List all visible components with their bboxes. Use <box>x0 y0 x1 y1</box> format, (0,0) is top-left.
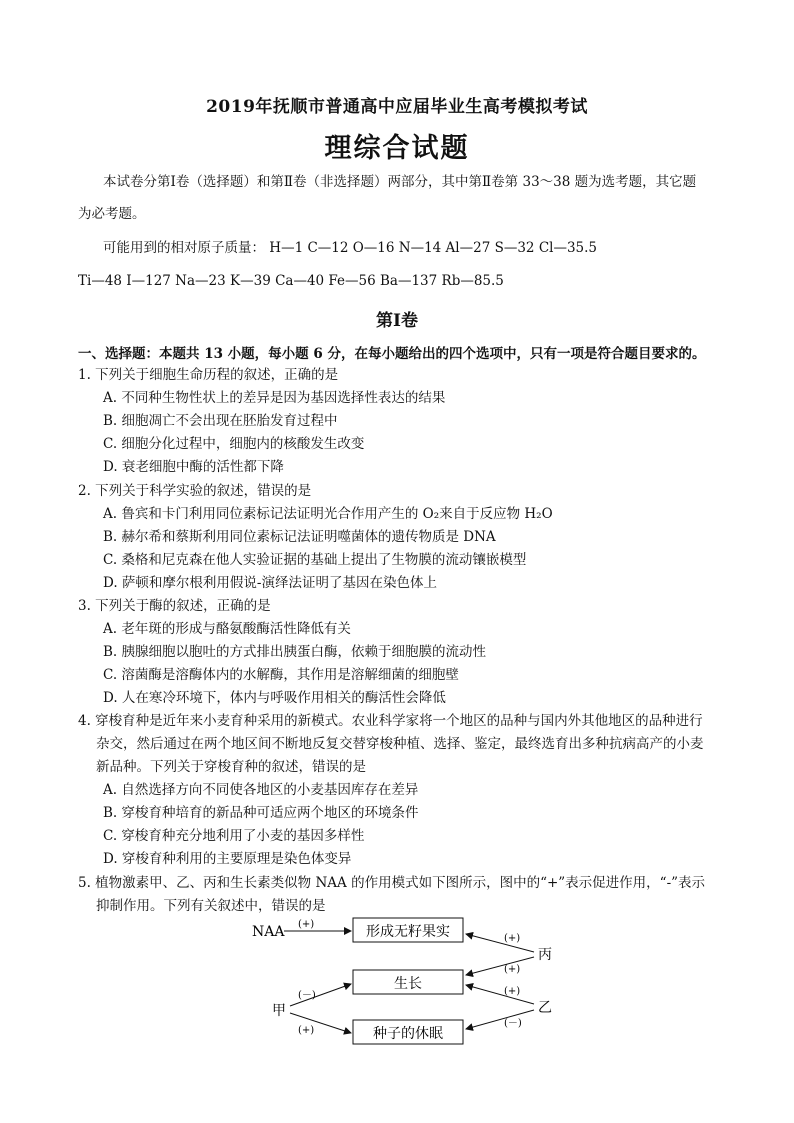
question-option: B. 赫尔希和蔡斯利用同位素标记法证明噬菌体的遗传物质是 DNA <box>103 529 496 545</box>
sign-jia-dormancy: (+) <box>298 1025 315 1036</box>
question-stem-continuation: 抑制作用。下列有关叙述中，错误的是 <box>96 898 326 914</box>
sign-bing-growth: (+) <box>504 964 521 975</box>
question-option: B. 细胞凋亡不会出现在胚胎发育过程中 <box>103 413 338 429</box>
question-option: C. 桑格和尼克森在他人实验证据的基础上提出了生物膜的流动镶嵌模型 <box>103 552 527 568</box>
sign-jia-growth: (－) <box>298 990 316 1001</box>
atomic-masses-line-2: Ti—48 I—127 Na—23 K—39 Ca—40 Fe—56 Ba—137 Rb—85.5 <box>78 273 504 289</box>
sign-yi-dormancy: (－) <box>504 1018 522 1029</box>
question-stem: 5. 植物激素甲、乙、丙和生长素类似物 NAA 的作用模式如下图所示，图中的“+”表示促进作用，“-”表示 <box>78 875 706 891</box>
box-growth-label: 生长 <box>394 976 422 992</box>
question-stem: 4. 穿梭育种是近年来小麦育种采用的新模式。农业科学家将一个地区的品种与国内外其他地区的品种进行 <box>78 713 703 729</box>
box-seed-dormancy-label: 种子的休眠 <box>373 1026 443 1042</box>
sign-bing-seedless: (+) <box>504 933 521 944</box>
arrow-bing-to-growth <box>466 957 534 975</box>
question-option: A. 不同种生物性状上的差异是因为基因选择性表达的结果 <box>103 390 446 406</box>
question-stem: 1. 下列关于细胞生命历程的叙述，正确的是 <box>78 367 339 383</box>
question-option: C. 溶菌酶是溶酶体内的水解酶，其作用是溶解细菌的细胞壁 <box>103 667 459 683</box>
jia-label: 甲 <box>272 1003 286 1019</box>
question-option: D. 穿梭育种利用的主要原理是染色体变异 <box>103 851 352 867</box>
box-seedless-fruit-label: 形成无籽果实 <box>366 924 450 940</box>
question-option: D. 萨顿和摩尔根利用假说-演绎法证明了基因在染色体上 <box>103 575 437 591</box>
question-option: C. 穿梭育种充分地利用了小麦的基因多样性 <box>103 828 365 844</box>
question-option: A. 老年斑的形成与酪氨酸酶活性降低有关 <box>103 621 351 637</box>
exam-title: 2019年抚顺市普通高中应届毕业生高考模拟考试 <box>206 97 588 117</box>
sign-naa-seedless: (+) <box>298 919 315 930</box>
arrow-yi-to-growth <box>466 985 534 1004</box>
question-stem: 3. 下列关于酶的叙述，正确的是 <box>78 598 271 614</box>
subject-title: 理综合试题 <box>324 133 470 164</box>
part-header: 一、选择题：本题共 13 小题，每小题 6 分，在每小题给出的四个选项中，只有一项是符合题目要求的。 <box>78 346 706 362</box>
section-title: 第Ⅰ卷 <box>376 311 418 331</box>
intro-line-1: 本试卷分第Ⅰ卷（选择题）和第Ⅱ卷（非选择题）两部分，其中第Ⅱ卷第 33～38 题为选考题，其它题 <box>103 174 697 190</box>
sign-yi-growth: (+) <box>504 986 521 997</box>
question-option: A. 自然选择方向不同使各地区的小麦基因库存在差异 <box>103 782 419 798</box>
hormone-diagram <box>240 912 570 1052</box>
question-option: C. 细胞分化过程中，细胞内的核酸发生改变 <box>103 436 365 452</box>
intro-line-2: 为必考题。 <box>78 206 146 222</box>
arrow-yi-to-dormancy <box>466 1010 534 1029</box>
question-option: D. 衰老细胞中酶的活性都下降 <box>103 459 284 475</box>
question-option: B. 胰腺细胞以胞吐的方式排出胰蛋白酶，依赖于细胞膜的流动性 <box>103 644 487 660</box>
naa-label: NAA <box>252 924 285 940</box>
question-option: B. 穿梭育种培育的新品种可适应两个地区的环境条件 <box>103 805 419 821</box>
question-stem: 2. 下列关于科学实验的叙述，错误的是 <box>78 483 312 499</box>
question-option: D. 人在寒冷环境下，体内与呼吸作用相关的酶活性会降低 <box>103 690 446 706</box>
bing-label: 丙 <box>538 947 552 963</box>
yi-label: 乙 <box>538 1000 552 1016</box>
question-option: A. 鲁宾和卡门利用同位素标记法证明光合作用产生的 O₂来自于反应物 H₂O <box>103 506 553 522</box>
arrow-bing-to-seedless <box>466 934 534 952</box>
atomic-masses-line-1: 可能用到的相对原子质量： H—1 C—12 O—16 N—14 Al—27 S—32 Cl—35.5 <box>103 240 598 256</box>
question-stem-continuation: 新品种。下列关于穿梭育种的叙述，错误的是 <box>96 759 366 775</box>
question-stem-continuation: 杂交，然后通过在两个地区间不断地反复交替穿梭种植、选择、鉴定，最终选育出多种抗病高产的小麦 <box>96 736 704 752</box>
